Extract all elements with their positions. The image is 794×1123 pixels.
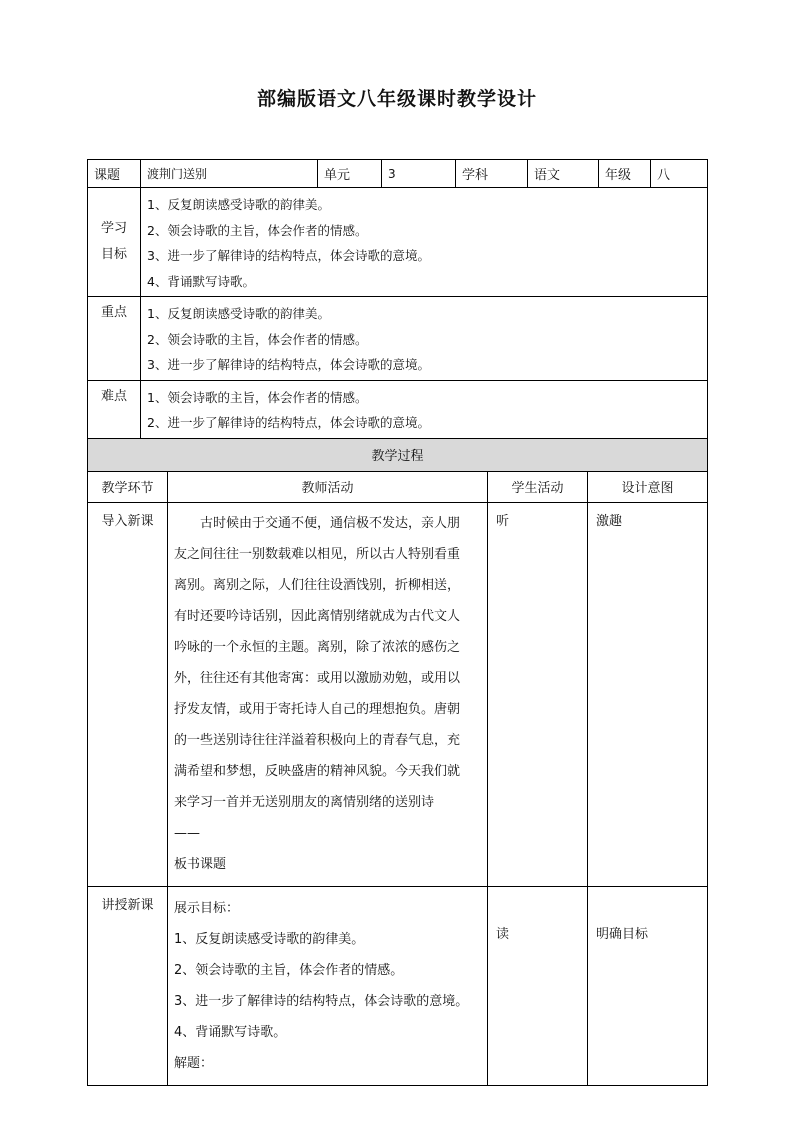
lesson-label: 课题 bbox=[88, 160, 141, 188]
key-points-label: 重点 bbox=[88, 297, 141, 381]
key-points-list bbox=[141, 297, 708, 381]
lesson-plan-sheet bbox=[87, 159, 707, 1086]
teach-line: 展示目标： bbox=[174, 900, 240, 916]
header-stage: 教学环节 bbox=[88, 471, 168, 502]
process-title-row bbox=[88, 438, 708, 471]
list-item: 3、进一步了解律诗的结构特点，体会诗歌的意境。 bbox=[147, 357, 430, 372]
subject-label: 学科 bbox=[456, 160, 528, 188]
objectives-label-line1: 学习 bbox=[100, 221, 127, 236]
intro-line: 吟咏的一个永恒的主题。离别，除了浓浓的感伤之 bbox=[174, 639, 461, 655]
process-title: 教学过程 bbox=[88, 438, 708, 471]
list-item: 4、背诵默写诗歌。 bbox=[147, 273, 255, 289]
intro-row bbox=[88, 502, 708, 886]
list-item: 2、领会诗歌的主旨，体会作者的情感。 bbox=[147, 331, 368, 347]
teach-row bbox=[88, 886, 708, 1085]
intro-line: 抒发友情，或用于寄托诗人自己的理想抱负。唐朝 bbox=[174, 701, 461, 717]
intro-line: 板书课题 bbox=[174, 856, 227, 872]
info-row bbox=[88, 160, 708, 188]
list-item: 2、领会诗歌的主旨，体会作者的情感。 bbox=[147, 222, 368, 238]
process-table bbox=[87, 438, 708, 1086]
intro-design-intent: 激趣 bbox=[588, 502, 708, 886]
page-title: 部编版语文八年级课时教学设计 bbox=[256, 88, 537, 110]
unit-label: 单元 bbox=[318, 160, 382, 188]
list-item: 1、领会诗歌的主旨，体会作者的情感。 bbox=[147, 389, 368, 405]
info-table bbox=[87, 159, 708, 439]
list-item: 1、反复朗读感受诗歌的韵律美。 bbox=[147, 306, 330, 321]
list-item: 3、进一步了解律诗的结构特点，体会诗歌的意境。 bbox=[147, 248, 430, 263]
lesson-value: 渡荆门送别 bbox=[141, 160, 318, 188]
subject-value: 语文 bbox=[528, 160, 599, 188]
intro-line: 友之间往往一别数载难以相见，所以古人特别看重 bbox=[174, 546, 461, 562]
intro-teacher-activity bbox=[168, 502, 488, 886]
objectives-row bbox=[88, 188, 708, 297]
objectives-label bbox=[88, 188, 141, 297]
intro-line: 的一些送别诗往往洋溢着积极向上的青春气息，充 bbox=[174, 732, 461, 748]
header-intent: 设计意图 bbox=[588, 471, 708, 502]
intro-line: 满希望和梦想，反映盛唐的精神风貌。今天我们就 bbox=[174, 763, 461, 779]
teach-stage: 讲授新课 bbox=[88, 886, 168, 1085]
difficulties-row bbox=[88, 380, 708, 438]
difficulties-label: 难点 bbox=[88, 380, 141, 438]
difficulties-list bbox=[141, 380, 708, 438]
unit-value: 3 bbox=[382, 160, 456, 188]
intro-student-activity: 听 bbox=[488, 502, 588, 886]
teach-design-intent: 明确目标 bbox=[588, 886, 708, 1085]
key-points-row bbox=[88, 297, 708, 381]
intro-line: 离别。离别之际，人们往往设酒饯别，折柳相送， bbox=[174, 577, 461, 593]
teach-line: 1、反复朗读感受诗歌的韵律美。 bbox=[174, 931, 365, 947]
header-teacher: 教师活动 bbox=[168, 471, 488, 502]
header-student: 学生活动 bbox=[488, 471, 588, 502]
teach-student-activity: 读 bbox=[488, 886, 588, 1085]
objectives-list bbox=[141, 188, 708, 297]
intro-line: 古时候由于交通不便，通信极不发达，亲人朋 bbox=[200, 515, 461, 531]
list-item: 1、反复朗读感受诗歌的韵律美。 bbox=[147, 197, 330, 212]
intro-line: 外，往往还有其他寄寓：或用以激励劝勉，或用以 bbox=[174, 670, 461, 686]
teach-line: 解题： bbox=[174, 1055, 214, 1071]
list-item: 2、进一步了解律诗的结构特点，体会诗歌的意境。 bbox=[147, 415, 430, 430]
intro-stage: 导入新课 bbox=[88, 502, 168, 886]
teach-line: 4、背诵默写诗歌。 bbox=[174, 1024, 287, 1040]
teach-line: 2、领会诗歌的主旨，体会作者的情感。 bbox=[174, 962, 404, 978]
process-header-row bbox=[88, 471, 708, 502]
intro-line: —— bbox=[174, 825, 200, 841]
intro-line: 有时还要吟诗话别，因此离情别绪就成为古代文人 bbox=[174, 608, 461, 624]
teach-teacher-activity bbox=[168, 886, 488, 1085]
grade-label: 年级 bbox=[599, 160, 651, 188]
objectives-label-line2: 目标 bbox=[100, 247, 127, 262]
teach-line: 3、进一步了解律诗的结构特点，体会诗歌的意境。 bbox=[174, 993, 469, 1009]
grade-value: 八 bbox=[651, 160, 708, 188]
intro-line: 来学习一首并无送别朋友的离情别绪的送别诗 bbox=[174, 794, 435, 810]
